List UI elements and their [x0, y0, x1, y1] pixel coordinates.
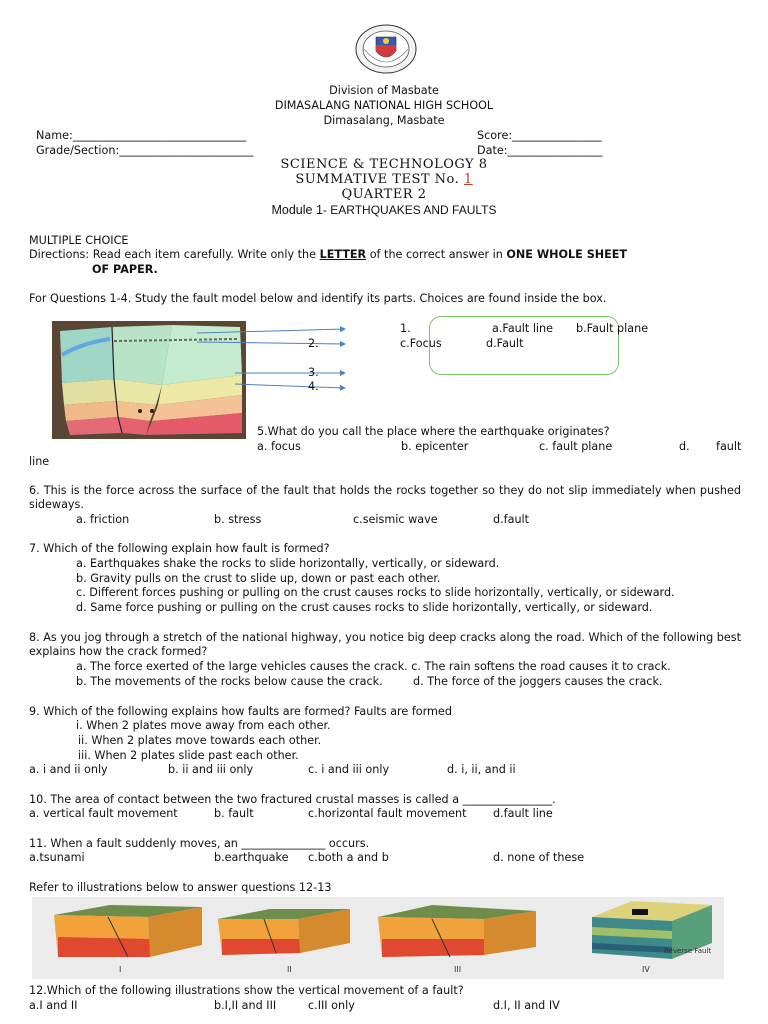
- q7-option-a: a. Earthquakes shake the rocks to slide horizontally, vertically, or sideward.: [76, 557, 500, 570]
- test-number: 1: [463, 172, 473, 187]
- q12-option-d: d.I, II and IV: [493, 999, 560, 1012]
- q11-option-c: c.both a and b: [308, 851, 389, 864]
- q6-option-b: b. stress: [214, 513, 262, 526]
- part-label-2: 2.: [308, 337, 319, 350]
- directions-text-2: of the correct answer in: [366, 248, 507, 261]
- name-field[interactable]: Name:_______________________________: [36, 129, 247, 142]
- illustrations-prompt: Refer to illustrations below to answer questions 12-13: [29, 881, 332, 894]
- directions-bold: ONE WHOLE SHEET: [506, 248, 628, 261]
- q11-option-b: b.earthquake: [214, 851, 289, 864]
- test-title: [0, 172, 768, 187]
- subject-title: SCIENCE & TECHNOLOGY 8: [280, 157, 488, 172]
- q1-4-prompt: For Questions 1-4. Study the fault model below and identify its parts. Choices are found inside the box.: [29, 292, 607, 305]
- module-title: [0, 203, 768, 217]
- q5-option-d: d.: [679, 440, 690, 453]
- q11-text: 11. When a fault suddenly moves, an _______________ occurs.: [29, 837, 370, 850]
- date-field[interactable]: Date:_________________: [477, 144, 603, 157]
- illustration-label-i: I: [119, 965, 122, 974]
- q10-option-d: d.fault line: [493, 807, 553, 820]
- q5-option-d-wrap: line: [29, 455, 50, 468]
- q7-option-d: d. Same force pushing or pulling on the crust causes rocks to slide horizontally, vertically, or sideward.: [76, 601, 653, 614]
- quarter-title: QUARTER 2: [341, 187, 427, 202]
- q9-option-a: a. i and ii only: [29, 763, 108, 776]
- q12-option-c: c.III only: [308, 999, 355, 1012]
- q9-option-c: c. i and iii only: [308, 763, 390, 776]
- choice-b: b.Fault plane: [576, 322, 649, 335]
- module-prefix: Module 1: [271, 203, 323, 217]
- q9-option-b: b. ii and iii only: [168, 763, 254, 776]
- score-field[interactable]: Score:________________: [477, 129, 602, 142]
- illustration-i-icon: [54, 905, 202, 957]
- module-name: - EARTHQUAKES AND FAULTS: [322, 203, 497, 217]
- illustration-label-iii: III: [454, 965, 462, 974]
- choice-a: a.Fault line: [492, 322, 554, 335]
- q12-option-a: a.I and II: [29, 999, 78, 1012]
- q7-option-b: b. Gravity pulls on the crust to slide up, down or past each other.: [76, 572, 441, 585]
- q5-option-b: b. epicenter: [401, 440, 469, 453]
- directions-continued: OF PAPER.: [92, 263, 158, 276]
- q11-option-d: d. none of these: [493, 851, 585, 864]
- q6-option-a: a. friction: [76, 513, 130, 526]
- illustration-label-iv: IV: [642, 965, 650, 974]
- illustration-label-ii: II: [287, 965, 292, 974]
- q6-option-d: d.fault: [493, 513, 530, 526]
- q10-option-a: a. vertical fault movement: [29, 807, 178, 820]
- q5-option-a: a. focus: [257, 440, 301, 453]
- directions-text: Directions: Read each item carefully. Write only the: [29, 248, 320, 261]
- part-label-1: 1.: [400, 322, 411, 335]
- section-heading: MULTIPLE CHOICE: [29, 234, 129, 247]
- q10-option-c: c.horizontal fault movement: [308, 807, 467, 820]
- q11-option-a: a.tsunami: [29, 851, 85, 864]
- q9-option-d: d. i, ii, and ii: [447, 763, 516, 776]
- q8-option-d: d. The force of the joggers causes the crack.: [413, 675, 663, 688]
- choice-c: c.Focus: [400, 337, 442, 350]
- q5-option-c: c. fault plane: [539, 440, 613, 453]
- q12-option-b: b.I,II and III: [214, 999, 277, 1012]
- directions: [29, 248, 627, 262]
- test-prefix: SUMMATIVE TEST No.: [295, 172, 464, 187]
- directions-letter: LETTER: [319, 248, 367, 261]
- q10-option-b: b. fault: [214, 807, 254, 820]
- q10-text: 10. The area of contact between the two fractured crustal masses is called a ________________.: [29, 793, 556, 806]
- choice-d: d.Fault: [486, 337, 524, 350]
- q8-option-b: b. The movements of the rocks below cause the crack.: [76, 675, 383, 688]
- q8-options-a-c: a. The force exerted of the large vehicles causes the crack. c. The rain softens the road causes it to crack.: [76, 660, 671, 673]
- division-title: Division of Masbate: [329, 84, 439, 97]
- fault-illustrations-image: [32, 897, 724, 979]
- q7-text: 7. Which of the following explain how fault is formed?: [29, 542, 330, 555]
- illustration-iii-icon: [378, 905, 536, 957]
- q8-text: 8. As you jog through a stretch of the national highway, you notice big deep cracks along the road. Which of the following best explains how the crack formed?: [29, 631, 741, 658]
- school-location: Dimasalang, Masbate: [323, 114, 445, 127]
- q9-item-iii: iii. When 2 plates slide past each other.: [78, 749, 299, 762]
- q5-option-d-text: fault: [716, 440, 742, 453]
- part-label-3: 3.: [308, 366, 319, 379]
- grade-section-field[interactable]: Grade/Section:________________________: [36, 144, 254, 157]
- q12-text: 12.Which of the following illustrations show the vertical movement of a fault?: [29, 984, 464, 997]
- label-arrows: [195, 320, 350, 400]
- q5-text: 5.What do you call the place where the earthquake originates?: [257, 425, 610, 438]
- deped-seal-logo: [354, 23, 418, 75]
- q9-item-i: i. When 2 plates move away from each other.: [76, 719, 331, 732]
- q9-text: 9. Which of the following explains how faults are formed? Faults are formed: [29, 705, 452, 718]
- q6-option-c: c.seismic wave: [353, 513, 438, 526]
- q6-text: 6. This is the force across the surface of the fault that holds the rocks together so they do not slip immediately when pushed sideways.: [29, 484, 741, 511]
- reverse-fault-caption: Reverse Fault: [664, 947, 712, 955]
- part-label-4: 4.: [308, 380, 319, 393]
- q7-option-c: c. Different forces pushing or pulling on the crust causes rocks to slide horizontally, vertically, or sideward.: [76, 586, 675, 599]
- q9-item-ii: ii. When 2 plates move towards each other.: [78, 734, 322, 747]
- school-name: DIMASALANG NATIONAL HIGH SCHOOL: [274, 99, 494, 112]
